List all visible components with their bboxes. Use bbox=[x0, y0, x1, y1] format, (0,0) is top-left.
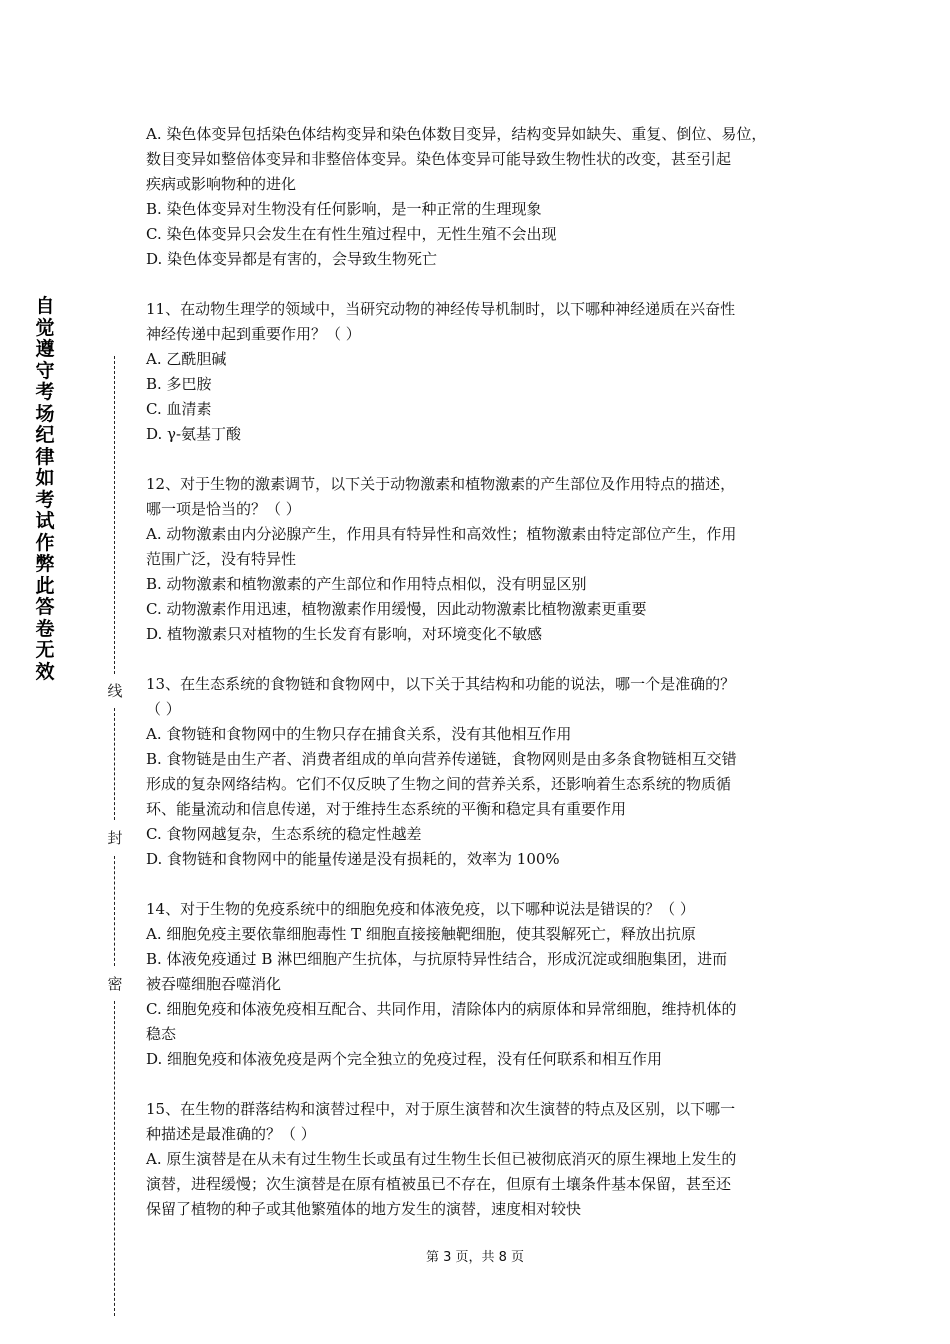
question-stem: 14、对于生物的免疫系统中的细胞免疫和体液免疫，以下哪种说法是错误的？（ ） bbox=[146, 900, 695, 918]
option-c: C. 食物网越复杂，生态系统的稳定性越差 bbox=[146, 825, 422, 843]
question-12 bbox=[146, 472, 810, 647]
seal-line-segment bbox=[114, 356, 115, 674]
question-10-options bbox=[146, 122, 810, 272]
question-stem: 13、在生态系统的食物链和食物网中，以下关于其结构和功能的说法，哪一个是准确的？ （ ） bbox=[146, 675, 736, 718]
exam-discipline-notice: 自觉遵守考场纪律如考试作弊此答卷无效 bbox=[35, 295, 55, 683]
option-b: B. 食物链是由生产者、消费者组成的单向营养传递链，食物网则是由多条食物链相互交错 形成的复杂网络结构。它们不仅反映了生物之间的营养关系，还影响着生态系统的物质循 环、能量流动和信息传递，对于维持生态系统的平衡和稳定具有重要作用 bbox=[146, 750, 737, 818]
question-stem: 11、在动物生理学的领域中，当研究动物的神经传导机制时，以下哪种神经递质在兴奋性 神经传递中起到重要作用？（ ） bbox=[146, 300, 736, 343]
question-14 bbox=[146, 897, 810, 1072]
option-b: B. 动物激素和植物激素的产生部位和作用特点相似，没有明显区别 bbox=[146, 575, 587, 593]
seal-line-segment bbox=[114, 708, 115, 820]
page-number-footer: 第 3 页，共 8 页 bbox=[425, 1250, 525, 1265]
seal-mark-mi: 密 bbox=[107, 975, 123, 993]
option-b: B. 体液免疫通过 B 淋巴细胞产生抗体，与抗原特异性结合，形成沉淀或细胞集团，进而 被吞噬细胞吞噬消化 bbox=[146, 950, 728, 993]
seal-mark-xian: 线 bbox=[107, 682, 123, 700]
question-stem: 15、在生物的群落结构和演替过程中，对于原生演替和次生演替的特点及区别，以下哪一 种描述是最准确的？（ ） bbox=[146, 1100, 736, 1143]
option-a: A. 动物激素由内分泌腺产生，作用具有特异性和高效性；植物激素由特定部位产生，作用 范围广泛，没有特异性 bbox=[146, 525, 737, 568]
option-a: A. 原生演替是在从未有过生物生长或虽有过生物生长但已被彻底消灭的原生裸地上发生的 演替，进程缓慢；次生演替是在原有植被虽已不存在，但原有土壤条件基本保留，甚至还 保留了植物的种子或其他繁殖体的地方发生的演替，速度相对较快 bbox=[146, 1150, 737, 1218]
question-stem: 12、对于生物的激素调节，以下关于动物激素和植物激素的产生部位及作用特点的描述， 哪一项是恰当的？（ ） bbox=[146, 475, 736, 518]
option-c: C. 染色体变异只会发生在有性生殖过程中，无性生殖不会出现 bbox=[146, 225, 557, 243]
option-a: A. 乙酰胆碱 bbox=[146, 350, 227, 368]
seal-line-segment bbox=[114, 1001, 115, 1316]
option-c: C. 血清素 bbox=[146, 400, 212, 418]
option-d: D. 食物链和食物网中的能量传递是没有损耗的，效率为 100% bbox=[146, 850, 560, 868]
option-a: A. 食物链和食物网中的生物只存在捕食关系，没有其他相互作用 bbox=[146, 725, 572, 743]
option-d: D. 植物激素只对植物的生长发育有影响，对环境变化不敏感 bbox=[146, 625, 543, 643]
option-d: D. 染色体变异都是有害的，会导致生物死亡 bbox=[146, 250, 438, 268]
option-d: D. 细胞免疫和体液免疫是两个完全独立的免疫过程，没有任何联系和相互作用 bbox=[146, 1050, 663, 1068]
question-15 bbox=[146, 1097, 810, 1222]
option-d: D. γ-氨基丁酸 bbox=[146, 425, 242, 443]
exam-content bbox=[146, 122, 810, 1222]
seal-line-segment bbox=[114, 856, 115, 966]
seal-mark-feng: 封 bbox=[107, 829, 123, 847]
option-b: B. 染色体变异对生物没有任何影响，是一种正常的生理现象 bbox=[146, 200, 542, 218]
option-a: A. 染色体变异包括染色体结构变异和染色体数目变异，结构变异如缺失、重复、倒位、易位， 数目变异如整倍体变异和非整倍体变异。染色体变异可能导致生物性状的改变，甚至引起 疾病或影响物种的进化 bbox=[146, 125, 767, 193]
option-a: A. 细胞免疫主要依靠细胞毒性 T 细胞直接接触靶细胞，使其裂解死亡，释放出抗原 bbox=[146, 925, 696, 943]
option-c: C. 动物激素作用迅速，植物激素作用缓慢，因此动物激素比植物激素更重要 bbox=[146, 600, 647, 618]
option-b: B. 多巴胺 bbox=[146, 375, 212, 393]
option-c: C. 细胞免疫和体液免疫相互配合、共同作用，清除体内的病原体和异常细胞，维持机体的 稳态 bbox=[146, 1000, 737, 1043]
question-13 bbox=[146, 672, 810, 872]
question-11 bbox=[146, 297, 810, 447]
